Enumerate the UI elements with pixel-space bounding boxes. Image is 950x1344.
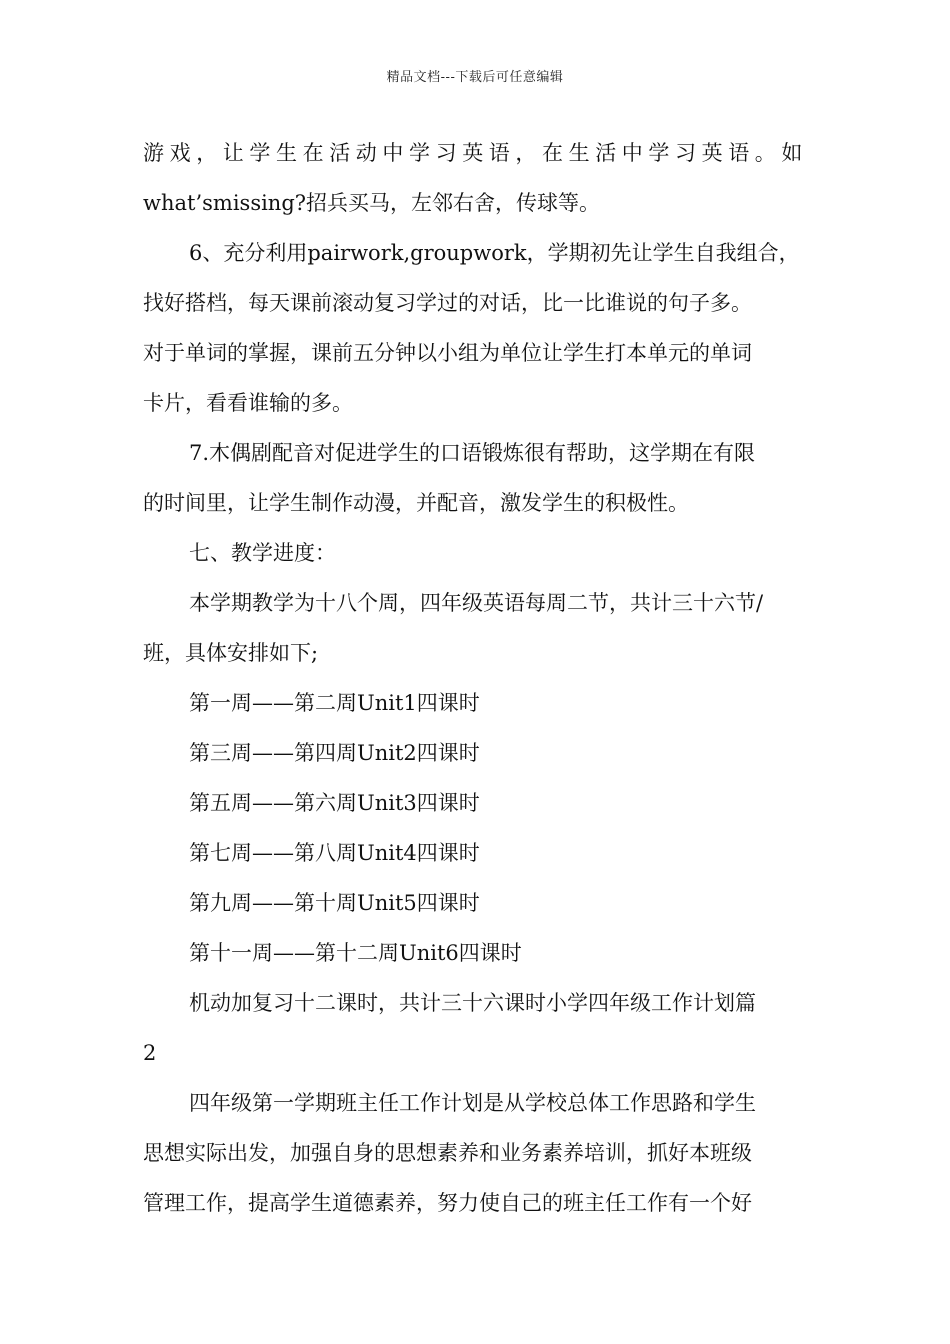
schedule-item: 第三周——第四周Unit2四课时 <box>189 741 480 765</box>
text-line: what’smissing?招兵买马，左邻右舍，传球等。 <box>143 191 601 215</box>
text-line: 的时间里，让学生制作动漫，并配音，激发学生的积极性。 <box>143 491 689 515</box>
text-line: 本学期教学为十八个周，四年级英语每周二节，共计三十六节/ <box>189 591 764 615</box>
page-header: 精品文档---下载后可任意编辑 <box>386 70 564 85</box>
text-line: 6、充分利用pairwork,groupwork，学期初先让学生自我组合， <box>189 241 800 265</box>
text-line: 管理工作，提高学生道德素养，努力使自己的班主任工作有一个好 <box>143 1191 752 1215</box>
text-line: 思想实际出发，加强自身的思想素养和业务素养培训，抓好本班级 <box>143 1141 752 1165</box>
text-line: 游戏，让学生在活动中学习英语，在生活中学习英语。如 <box>143 141 808 165</box>
text-line: 班，具体安排如下; <box>143 641 319 665</box>
section-heading: 七、教学进度： <box>189 541 336 565</box>
text-line: 2 <box>143 1041 157 1065</box>
schedule-item: 第九周——第十周Unit5四课时 <box>189 891 480 915</box>
schedule-item: 第十一周——第十二周Unit6四课时 <box>189 941 522 965</box>
schedule-item: 第一周——第二周Unit1四课时 <box>189 691 480 715</box>
document-body <box>143 128 813 1228</box>
text-line: 找好搭档，每天课前滚动复习学过的对话，比一比谁说的句子多。 <box>143 291 752 315</box>
text-line: 卡片，看看谁输的多。 <box>143 391 353 415</box>
text-line: 机动加复习十二课时，共计三十六课时小学四年级工作计划篇 <box>189 991 756 1015</box>
text-line: 对于单词的掌握，课前五分钟以小组为单位让学生打本单元的单词 <box>143 341 752 365</box>
schedule-item: 第五周——第六周Unit3四课时 <box>189 791 480 815</box>
text-line: 四年级第一学期班主任工作计划是从学校总体工作思路和学生 <box>189 1091 756 1115</box>
text-line: 7.木偶剧配音对促进学生的口语锻炼很有帮助，这学期在有限 <box>189 441 756 465</box>
schedule-item: 第七周——第八周Unit4四课时 <box>189 841 480 865</box>
